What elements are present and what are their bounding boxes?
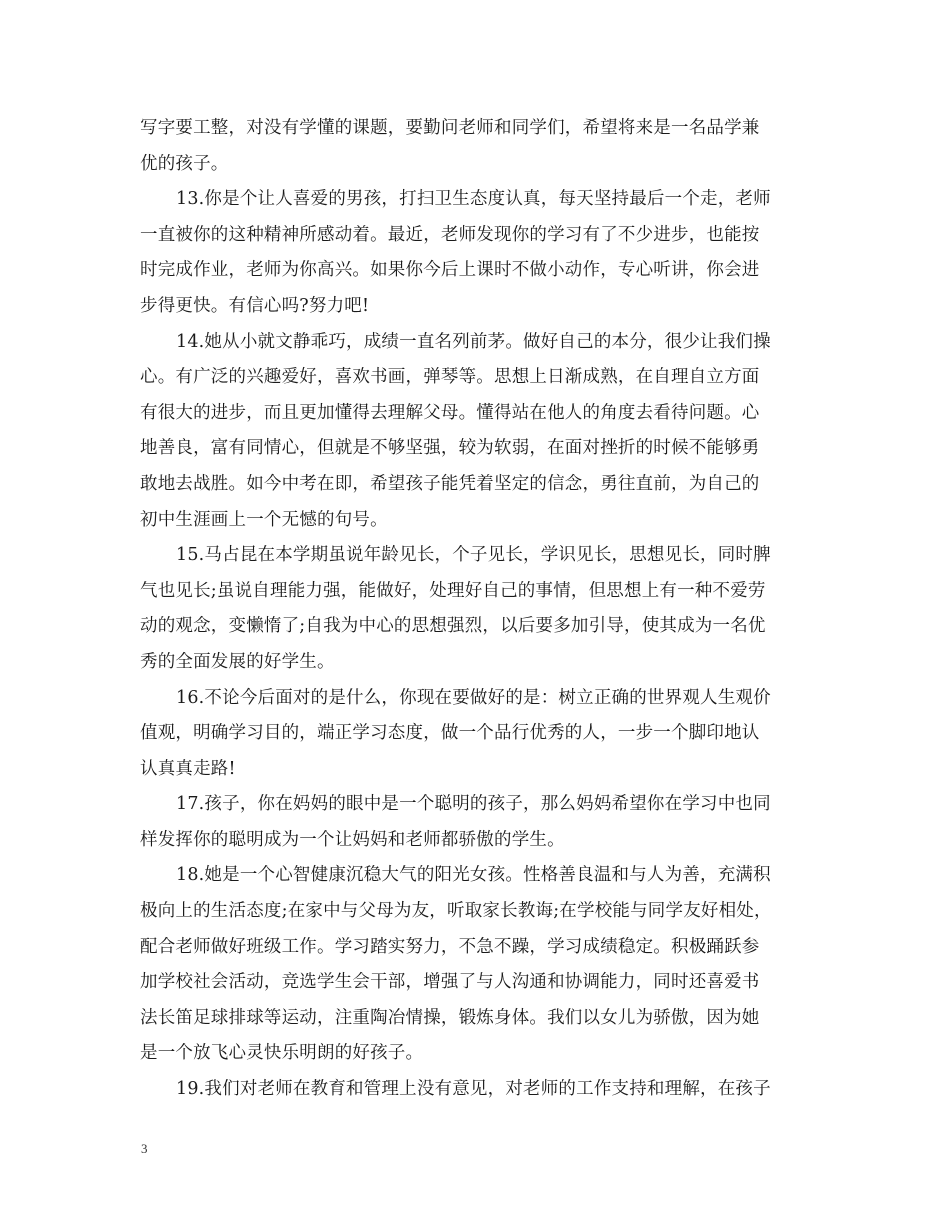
text-line: 有很大的进步，而且更加懂得去理解父母。懂得站在他人的角度去看待问题。心 <box>140 402 760 423</box>
paragraph-19-start: 19.我们对老师在教育和管理上没有意见，对老师的工作支持和理解，在孩子 <box>176 1079 771 1100</box>
text-line: 初中生涯画上一个无憾的句号。 <box>140 509 388 530</box>
text-line: 值观，明确学习目的，端正学习态度，做一个品行优秀的人，一步一个脚印地认 <box>140 723 760 744</box>
text-line: 时完成作业，老师为你高兴。如果你今后上课时不做小动作，专心听讲，你会进 <box>140 260 760 281</box>
text-line: 是一个放飞心灵快乐明朗的好孩子。 <box>140 1043 424 1064</box>
text-line: 敢地去战胜。如今中考在即，希望孩子能凭着坚定的信念，勇往直前，为自己的 <box>140 473 760 494</box>
page-number: 3 <box>141 1141 148 1156</box>
text-line: 步得更快。有信心吗?努力吧! <box>140 295 370 316</box>
paragraph-16-start: 16.不论今后面对的是什么，你现在要做好的是：树立正确的世界观人生观价 <box>176 687 771 708</box>
text-line: 认真真走路! <box>140 758 236 779</box>
text-line: 动的观念，变懒惰了;自我为中心的思想强烈，以后要多加引导，使其成为一名优 <box>140 616 766 637</box>
paragraph-15-start: 15.马占昆在本学期虽说年龄见长，个子见长，学识见长，思想见长，同时脾 <box>176 545 771 566</box>
paragraph-18-start: 18.她是一个心智健康沉稳大气的阳光女孩。性格善良温和与人为善，充满积 <box>176 865 771 886</box>
text-line: 气也见长;虽说自理能力强，能做好，处理好自己的事情，但思想上有一种不爱劳 <box>140 580 766 601</box>
text-line: 一直被你的这种精神所感动着。最近，老师发现你的学习有了不少进步，也能按 <box>140 224 760 245</box>
paragraph-17-start: 17.孩子，你在妈妈的眼中是一个聪明的孩子，那么妈妈希望你在学习中也同 <box>176 794 771 815</box>
text-line: 配合老师做好班级工作。学习踏实努力，不急不躁，学习成绩稳定。积极踊跃参 <box>140 936 760 957</box>
text-line: 法长笛足球排球等运动，注重陶冶情操，锻炼身体。我们以女儿为骄傲，因为她 <box>140 1007 760 1028</box>
paragraph-14-start: 14.她从小就文静乖巧，成绩一直名列前茅。做好自己的本分，很少让我们操 <box>176 331 771 352</box>
document-body <box>140 111 820 1108</box>
text-line: 心。有广泛的兴趣爱好，喜欢书画，弹琴等。思想上日渐成熟，在自理自立方面 <box>140 367 760 388</box>
text-line: 极向上的生活态度;在家中与父母为友，听取家长教诲;在学校能与同学友好相处， <box>140 901 772 922</box>
text-line: 样发挥你的聪明成为一个让妈妈和老师都骄傲的学生。 <box>140 829 565 850</box>
text-line: 加学校社会活动，竞选学生会干部，增强了与人沟通和协调能力，同时还喜爱书 <box>140 972 760 993</box>
text-line: 优的孩子。 <box>140 153 229 174</box>
text-line: 写字要工整，对没有学懂的课题，要勤问老师和同学们，希望将来是一名品学兼 <box>140 118 760 138</box>
text-line: 秀的全面发展的好学生。 <box>140 651 335 672</box>
text-line: 地善良，富有同情心，但就是不够坚强，较为软弱，在面对挫折的时候不能够勇 <box>140 438 760 459</box>
paragraph-13-start: 13.你是个让人喜爱的男孩，打扫卫生态度认真，每天坚持最后一个走，老师 <box>176 189 771 210</box>
